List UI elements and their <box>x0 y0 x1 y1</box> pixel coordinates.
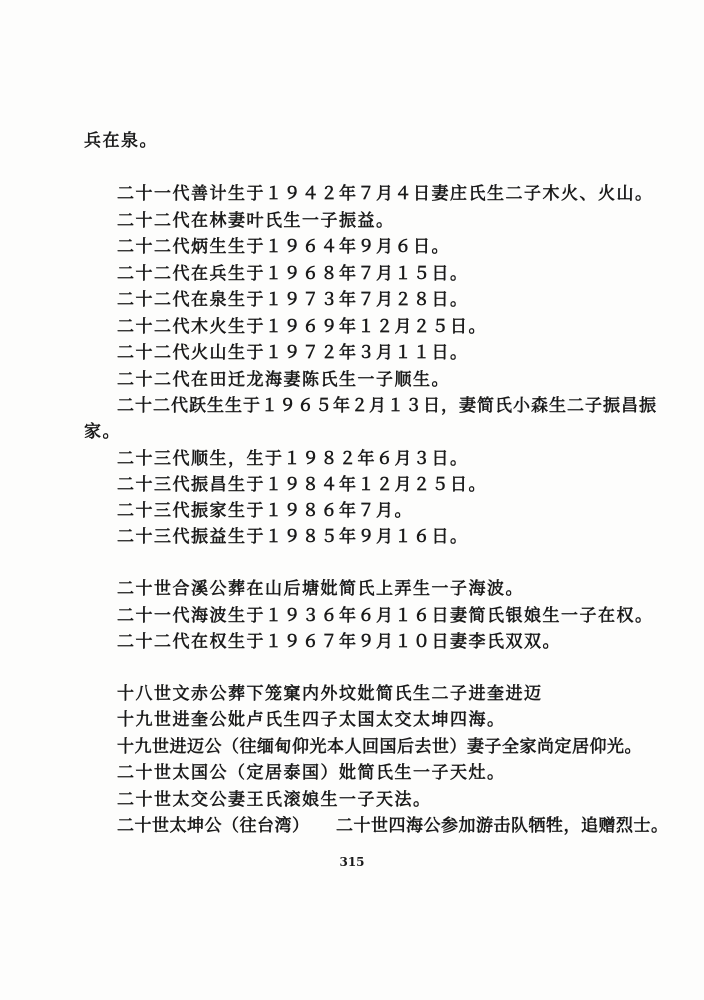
text-line-2: 二十一代善计生于１９４２年７月４日妻庄氏生二子木火、火山。 <box>117 184 654 204</box>
text-line-4: 二十二代炳生生于１９６４年９月６日。 <box>117 237 450 257</box>
text-line-10: 二十二代跃生生于１９６５年２月１３日，妻简氏小森生二子振昌振 <box>117 396 657 416</box>
page-number: 315 <box>339 855 365 869</box>
text-line-5: 二十二代在兵生于１９６８年７月１５日。 <box>117 264 469 284</box>
text-line-17: 二十一代海波生于１９３６年６月１６日妻简氏银娘生一子在权。 <box>117 606 654 626</box>
text-line-18: 二十二代在权生于１９６７年９月１０日妻李氏双双。 <box>117 632 561 652</box>
text-line-20: 十九世进奎公妣卢氏生四子太国太交太坤四海。 <box>117 710 506 730</box>
text-line-15: 二十三代振益生于１９８５年９月１６日。 <box>117 527 469 547</box>
text-line-6: 二十二代在泉生于１９７３年７月２８日。 <box>117 290 469 310</box>
text-line-24: 二十世太坤公（往台湾） 二十世四海公参加游击队牺牲，追赠烈士。 <box>117 816 669 836</box>
text-line-7: 二十二代木火生于１９６９年１２月２５日。 <box>117 317 487 337</box>
text-line-23: 二十世太交公妻王氏滚娘生一子天法。 <box>117 790 432 810</box>
text-line-9: 二十二代在田迁龙海妻陈氏生一子顺生。 <box>117 370 450 390</box>
text-line-11: 家。 <box>84 422 121 442</box>
text-line-13: 二十三代振昌生于１９８４年１２月２５日。 <box>117 475 487 495</box>
text-line-19: 十八世文赤公葬下笼窠内外坟妣简氏生二子进奎进迈 <box>117 684 543 704</box>
text-line-16: 二十世合溪公葬在山后塘妣简氏上弄生一子海波。 <box>117 579 524 599</box>
text-line-22: 二十世太国公（定居泰国）妣简氏生一子天灶。 <box>117 763 506 783</box>
text-line-14: 二十三代振家生于１９８６年７月。 <box>117 501 413 521</box>
text-line-8: 二十二代火山生于１９７２年３月１１日。 <box>117 343 469 363</box>
text-line-12: 二十三代顺生，生于１９８２年６月３日。 <box>117 449 469 469</box>
text-line-21: 十九世进迈公（往缅甸仰光本人回国后去世）妻子全家尚定居仰光。 <box>117 737 642 757</box>
text-line-1: 兵在泉。 <box>84 131 158 151</box>
text-line-3: 二十二代在林妻叶氏生一子振益。 <box>117 211 395 231</box>
